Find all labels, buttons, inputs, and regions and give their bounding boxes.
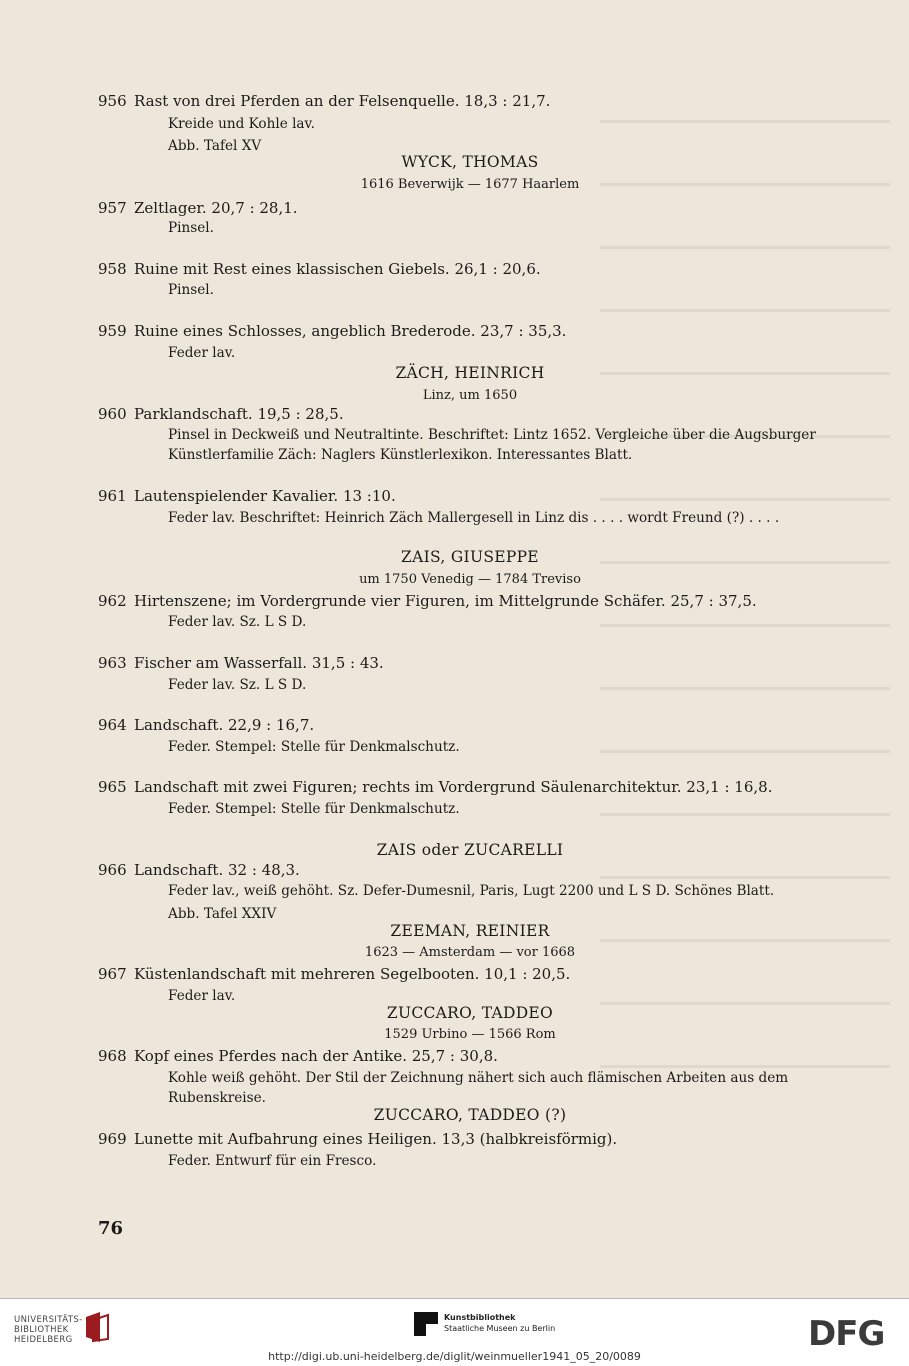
- entry-detail: Feder lav., weiß gehöht. Sz. Defer-Dumesnil, Paris, Lugt 2200 und L S D. Schönes Blatt.: [168, 883, 775, 899]
- univ-line: HEIDELBERG: [14, 1335, 73, 1345]
- entry-detail: Pinsel in Deckweiß und Neutraltinte. Beschriftet: Lintz 1652. Vergleiche über die Augsburger: [168, 427, 816, 443]
- entry-title: Landschaft mit zwei Figuren; rechts im Vordergrund Säulenarchitektur. 23,1 : 16,8.: [134, 778, 773, 796]
- entry-title: Zeltlager. 20,7 : 28,1.: [134, 199, 298, 217]
- entry-number: 963: [98, 654, 127, 672]
- entry-number: 959: [98, 322, 127, 340]
- entry-number: 969: [98, 1130, 127, 1148]
- entry-detail: Feder lav. Sz. L S D.: [168, 614, 307, 630]
- artist-heading: WYCK, THOMAS: [401, 153, 539, 171]
- page-number: 76: [98, 1218, 124, 1239]
- entry-title: Ruine mit Rest eines klassischen Giebels. 26,1 : 20,6.: [134, 260, 541, 278]
- entry-title: Rast von drei Pferden an der Felsenquelle. 18,3 : 21,7.: [134, 92, 551, 110]
- entry-detail: Feder. Entwurf für ein Fresco.: [168, 1153, 377, 1169]
- entry-detail: Pinsel.: [168, 220, 214, 236]
- artist-heading: ZAIS oder ZUCARELLI: [376, 841, 564, 859]
- entry-title: Fischer am Wasserfall. 31,5 : 43.: [134, 654, 384, 672]
- entry-number: 964: [98, 716, 127, 734]
- entry-number: 966: [98, 861, 127, 879]
- artist-heading: ZÄCH, HEINRICH: [395, 364, 545, 382]
- entry-title: Parklandschaft. 19,5 : 28,5.: [134, 405, 344, 423]
- entry-detail: Kohle weiß gehöht. Der Stil der Zeichnung nähert sich auch flämischen Arbeiten aus dem: [168, 1070, 789, 1086]
- entry-title-line: [98, 654, 384, 672]
- entry-number: 961: [98, 487, 127, 505]
- entry-title-line: [98, 322, 566, 340]
- artist-lifespan: 1623 — Amsterdam — vor 1668: [364, 945, 576, 960]
- entry-title: Ruine eines Schlosses, angeblich Brederode. 23,7 : 35,3.: [134, 322, 567, 340]
- entry-number: 965: [98, 778, 127, 796]
- kunstbibliothek-logo-icon[interactable]: [414, 1312, 438, 1336]
- entry-detail: Pinsel.: [168, 282, 214, 298]
- artist-heading: ZAIS, GIUSEPPE: [401, 548, 539, 566]
- university-library-label[interactable]: [14, 1315, 83, 1345]
- entry-detail: Feder. Stempel: Stelle für Denkmalschutz.: [168, 739, 460, 755]
- entry-number: 960: [98, 405, 127, 423]
- artist-lifespan: 1529 Urbino — 1566 Rom: [384, 1027, 556, 1042]
- entry-title: Kopf eines Pferdes nach der Antike. 25,7 : 30,8.: [134, 1047, 498, 1065]
- page-url[interactable]: http://digi.ub.uni-heidelberg.de/diglit/weinmueller1941_05_20/0089: [268, 1350, 641, 1363]
- kunstbibliothek-label[interactable]: [444, 1312, 555, 1334]
- entry-title: Lunette mit Aufbahrung eines Heiligen. 13,3 (halbkreisförmig).: [134, 1130, 618, 1148]
- entry-title-line: [98, 716, 314, 734]
- entry-title-line: [98, 592, 757, 610]
- artist-lifespan: Linz, um 1650: [422, 388, 518, 403]
- entry-number: 958: [98, 260, 127, 278]
- artist-lifespan: um 1750 Venedig — 1784 Treviso: [359, 572, 581, 587]
- entry-detail: Abb. Tafel XXIV: [168, 906, 277, 922]
- entry-title-line: [98, 861, 300, 879]
- entry-detail: Feder lav.: [168, 345, 236, 361]
- entry-detail: Feder lav. Beschriftet: Heinrich Zäch Mallergesell in Linz dis . . . . wordt Freund (?) . . . .: [168, 510, 780, 526]
- entry-title: Landschaft. 22,9 : 16,7.: [134, 716, 315, 734]
- entry-title: Küstenlandschaft mit mehreren Segelbooten. 10,1 : 20,5.: [134, 965, 571, 983]
- entry-title-line: [98, 92, 550, 110]
- university-logo-icon[interactable]: [84, 1311, 110, 1343]
- artist-lifespan: 1616 Beverwijk — 1677 Haarlem: [360, 177, 580, 192]
- entry-detail: Kreide und Kohle lav.: [168, 116, 315, 132]
- artist-heading: ZUCCARO, TADDEO: [386, 1004, 554, 1022]
- entry-detail: Feder lav.: [168, 988, 236, 1004]
- univ-line: BIBLIOTHEK: [14, 1325, 69, 1335]
- entry-title: Landschaft. 32 : 48,3.: [134, 861, 300, 879]
- entry-detail: Abb. Tafel XV: [168, 138, 262, 154]
- viewer-footer: [0, 1298, 909, 1366]
- univ-line: UNIVERSITÄTS-: [14, 1315, 83, 1325]
- kb-subtitle: Staatliche Museen zu Berlin: [444, 1324, 556, 1333]
- entry-title-line: [98, 1047, 498, 1065]
- entry-title-line: [98, 487, 396, 505]
- artist-heading: ZUCCARO, TADDEO (?): [373, 1106, 567, 1124]
- entry-title-line: [98, 199, 298, 217]
- entry-detail: Feder lav. Sz. L S D.: [168, 677, 307, 693]
- entry-number: 962: [98, 592, 127, 610]
- entry-title-line: [98, 260, 541, 278]
- kb-title: Kunstbibliothek: [444, 1313, 516, 1322]
- entry-title-line: [98, 405, 344, 423]
- entry-title: Lautenspielender Kavalier. 13 :10.: [134, 487, 396, 505]
- entry-detail: Feder. Stempel: Stelle für Denkmalschutz.: [168, 801, 460, 817]
- dfg-logo[interactable]: DFG: [808, 1314, 885, 1354]
- entry-title: Hirtenszene; im Vordergrunde vier Figuren, im Mittelgrunde Schäfer. 25,7 : 37,5.: [134, 592, 757, 610]
- artist-heading: ZEEMAN, REINIER: [390, 922, 550, 940]
- entry-number: 967: [98, 965, 127, 983]
- entry-number: 968: [98, 1047, 127, 1065]
- entry-number: 957: [98, 199, 127, 217]
- entry-title-line: [98, 965, 570, 983]
- entry-number: 956: [98, 92, 127, 110]
- entry-title-line: [98, 778, 772, 796]
- entry-title-line: [98, 1130, 617, 1148]
- entry-detail: Künstlerfamilie Zäch: Naglers Künstlerlexikon. Interessantes Blatt.: [168, 447, 633, 463]
- entry-detail: Rubenskreise.: [168, 1090, 266, 1106]
